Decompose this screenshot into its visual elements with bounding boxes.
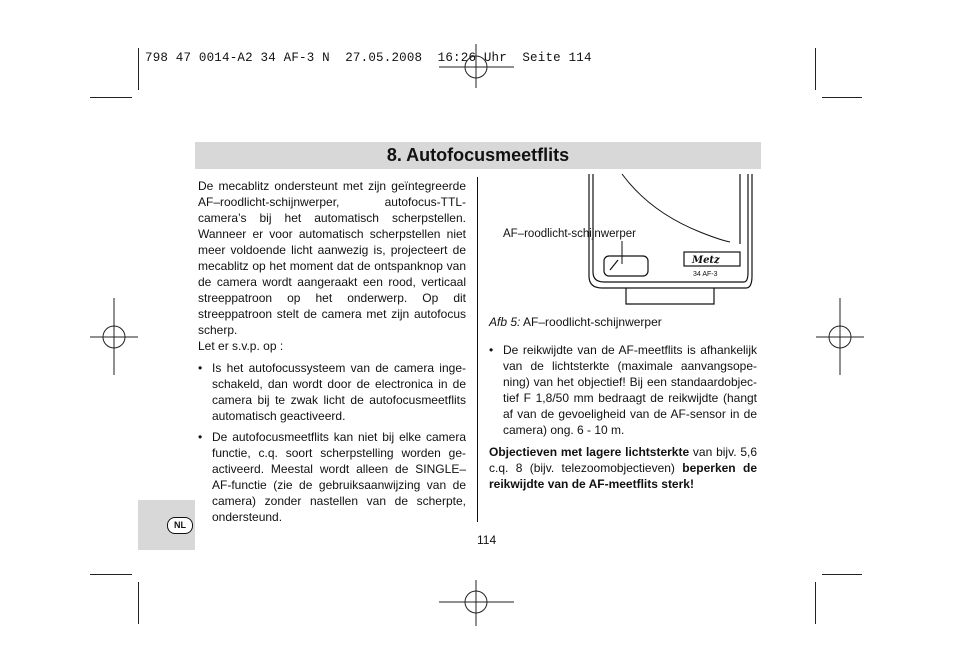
left-column bbox=[198, 178, 466, 525]
list-item-text: De autofocusmeetflits kan niet bij elke camera functie, c.q. soort scherpstelling worden ge-activeerd. Meestal wordt alleen de SINGLE–AF-functie (zie de gebruiksaanwijzing van de camera) zonder nastellen van de scherpte, ondersteund. bbox=[212, 430, 466, 524]
language-badge: NL bbox=[167, 517, 193, 534]
warning-paragraph bbox=[489, 444, 757, 492]
figure-caption bbox=[489, 314, 757, 330]
warning-bold-end: beperken de reikwijdte van de AF-meetflits sterk! bbox=[489, 461, 757, 491]
warning-middle: van bijv. 5,6 c.q. 8 (bijv. telezoomobjectieven) bbox=[489, 445, 758, 475]
figure-caption-text: AF–roodlicht-schijnwerper bbox=[520, 315, 662, 329]
note-line: Let er s.v.p. op : bbox=[198, 339, 284, 353]
list-item bbox=[489, 342, 757, 438]
registration-target-right bbox=[816, 298, 864, 375]
registration-target-bottom bbox=[439, 580, 514, 626]
list-item-text: Is het autofocussysteem van de camera inge-schakeld, dan wordt door de electronica in de camera bij te zwak licht de autofocusmeetflits automatisch geactiveerd. bbox=[212, 361, 466, 423]
callout-leader-line bbox=[600, 240, 630, 270]
section-title-bar bbox=[195, 142, 761, 169]
model-label: 34 AF-3 bbox=[693, 271, 718, 278]
bullet-icon: • bbox=[489, 343, 494, 357]
warning-bold-start: Objectieven met lagere lichtsterkte bbox=[489, 445, 690, 459]
registration-target-top bbox=[439, 44, 514, 88]
section-title: 8. Autofocusmeetflits bbox=[386, 145, 570, 165]
list-item bbox=[198, 360, 466, 424]
registration-target-left bbox=[90, 298, 138, 375]
figure-caption-prefix: Afb 5: bbox=[489, 315, 521, 329]
list-item bbox=[198, 429, 466, 525]
intro-paragraph: De mecablitz ondersteunt met zijn geïntegreerde AF–roodlicht-schijnwerper, autofocus-TTL-camera’s bij het automatisch scherpstellen. Wanneer er voor automatisch scherpstellen niet meer voldoende licht aanwezig is, projecteert de mecablitz op het moment dat de ontspanknop van de camera wordt aangeraakt een rood, verticaal streeppatroon op het onderwerp. Op dit streeppatroon stelt de camera met zijn autofocus scherp. bbox=[198, 179, 466, 337]
language-tab bbox=[138, 500, 195, 550]
right-column bbox=[489, 314, 757, 492]
bullet-icon: • bbox=[198, 430, 203, 444]
bullet-icon: • bbox=[198, 361, 203, 375]
column-divider bbox=[477, 177, 478, 522]
page-number: 114 bbox=[477, 533, 497, 547]
figure-callout-label: AF–roodlicht-schijnwerper bbox=[503, 228, 636, 240]
print-header: 798 47 0014-A2 34 AF-3 N 27.05.2008 16:26 Uhr Seite 114 bbox=[145, 51, 592, 65]
brand-logo: Metz bbox=[692, 255, 720, 266]
list-item-text: De reikwijdte van de AF-meetflits is afhankelijk van de lichtsterkte (maximale aanvangsope-ning) van het objectief! Bij een standaardobjec-tief F 1,8/50 mm bedraagt de reikwijdte (hangt af van de gevoeligheid van de AF-sensor in de camera) ong. 6 - 10 m. bbox=[503, 343, 757, 437]
